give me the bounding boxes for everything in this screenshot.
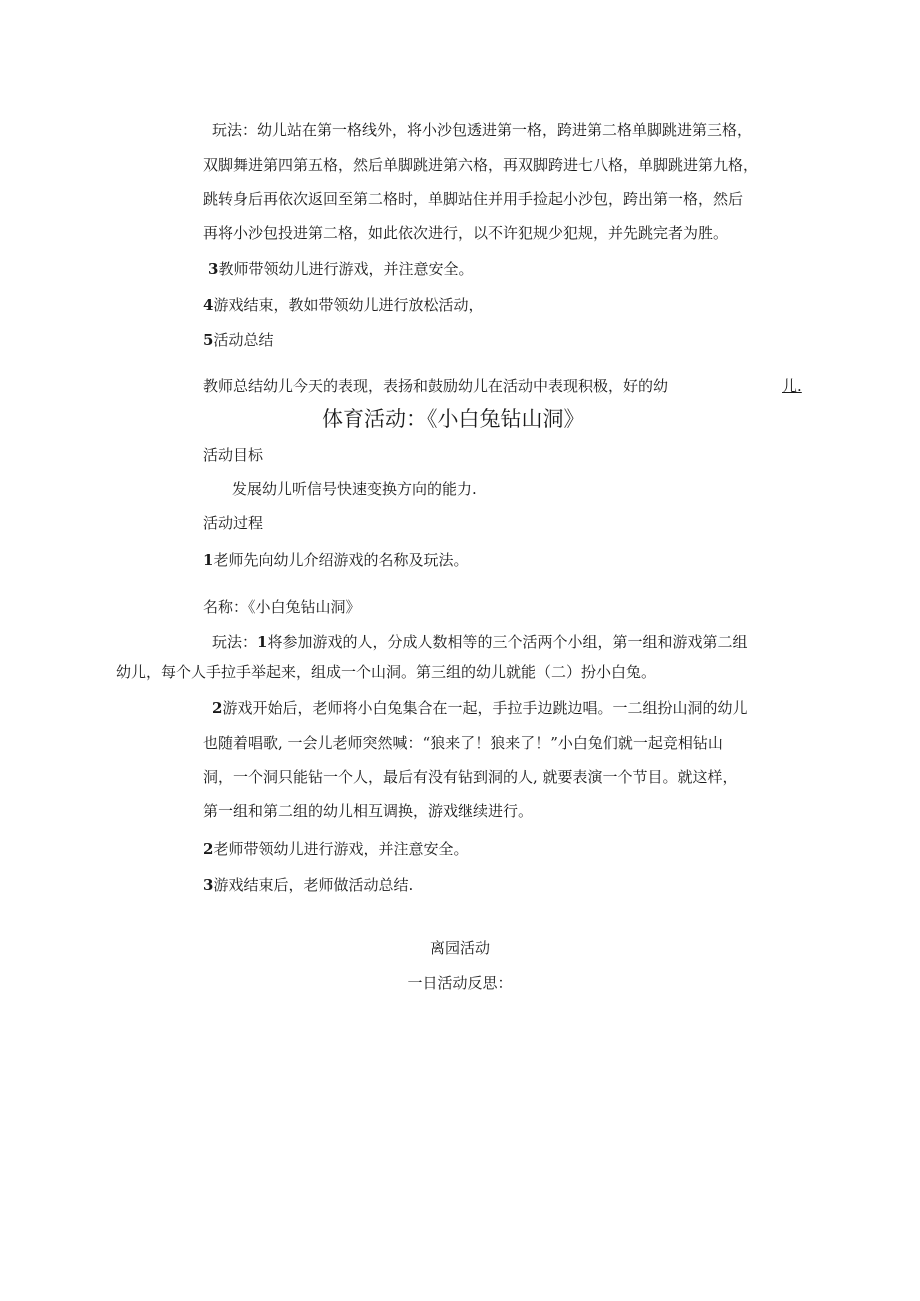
step-number: 3 <box>208 260 219 278</box>
step-number: 4 <box>203 296 214 314</box>
goal-heading: 活动目标 <box>203 446 264 464</box>
activity-title: 体育活动：《小白兔钻山洞》 <box>322 407 585 431</box>
play-rules-line-2: 双脚舞进第四第五格，然后单脚跳进第六格，再双脚跨进七八格，单脚跳进第九格， <box>203 156 759 174</box>
step-text: 游戏结束后，老师做活动总结. <box>213 876 414 894</box>
process-heading: 活动过程 <box>203 514 264 532</box>
game-rule-1-continued: 幼儿，每个人手拉手举起来，组成一个山洞。第三组的幼儿就能（二）扮小白兔。 <box>116 663 657 681</box>
step-number: 3 <box>203 876 214 894</box>
play-rules-line-4: 再将小沙包投进第二格，如此依次进行，以不许犯规少犯规，并先跳完者为胜。 <box>203 224 729 242</box>
game-rule-2 <box>212 698 747 718</box>
step-text: 老师带领幼儿进行游戏，并注意安全。 <box>213 840 469 858</box>
step-text: 教师带领幼儿进行游戏，并注意安全。 <box>218 260 474 278</box>
process-step-2 <box>203 839 468 859</box>
rule-number: 2 <box>212 699 223 717</box>
process-step-1 <box>203 550 468 570</box>
rule-number: 1 <box>257 633 268 651</box>
step-number: 1 <box>203 551 214 569</box>
play-rules-line-1: 玩法：幼儿站在第一格线外，将小沙包透进第一格，跨进第二格单脚跳进第三格， <box>212 121 753 139</box>
game-rule-2-line-4: 第一组和第二组的幼儿相互调换，游戏继续进行。 <box>203 802 534 820</box>
process-step-3 <box>203 875 413 895</box>
step-text: 活动总结 <box>213 331 274 349</box>
game-rule-2-line-3: 洞，一个洞只能钻一个人，最后有没有钻到洞的人, 就要表演一个节目。就这样， <box>203 768 738 786</box>
rule-prefix: 玩法： <box>212 633 258 651</box>
step-4-game-ends <box>203 295 483 315</box>
game-rule-1 <box>212 632 747 652</box>
step-text: 游戏结束，教如带领幼儿进行放松活动， <box>213 296 484 314</box>
daily-reflection-heading: 一日活动反思： <box>407 974 513 992</box>
step-number: 2 <box>203 840 214 858</box>
step-number: 5 <box>203 331 214 349</box>
rule-text: 将参加游戏的人，分成人数相等的三个活两个小组，第一组和游戏第二组 <box>267 633 748 651</box>
summary-line: 教师总结幼儿今天的表现，表扬和鼓励幼儿在活动中表现积极，好的幼 <box>203 377 669 395</box>
play-rules-line-3: 跳转身后再依次返回至第二格时，单脚站住并用手捡起小沙包，跨出第一格，然后 <box>203 190 744 208</box>
step-5-summary <box>203 330 273 350</box>
step-text: 老师先向幼儿介绍游戏的名称及玩法。 <box>213 551 469 569</box>
step-3-teacher-leads <box>208 259 473 279</box>
summary-line-tail: 儿. <box>782 377 802 395</box>
goal-text: 发展幼儿听信号快速变换方向的能力. <box>232 480 477 498</box>
rule-text: 游戏开始后，老师将小白兔集合在一起，手拉手边跳边唱。一二组扮山洞的幼儿 <box>222 699 748 717</box>
leave-activity-heading: 离园活动 <box>429 939 490 957</box>
game-name-line: 名称：《小白兔钻山洞》 <box>203 598 361 616</box>
game-rule-2-line-2: 也随着唱歌, 一会儿老师突然喊：“狼来了！狼来了！”小白兔们就一起竞相钻山 <box>203 734 723 752</box>
